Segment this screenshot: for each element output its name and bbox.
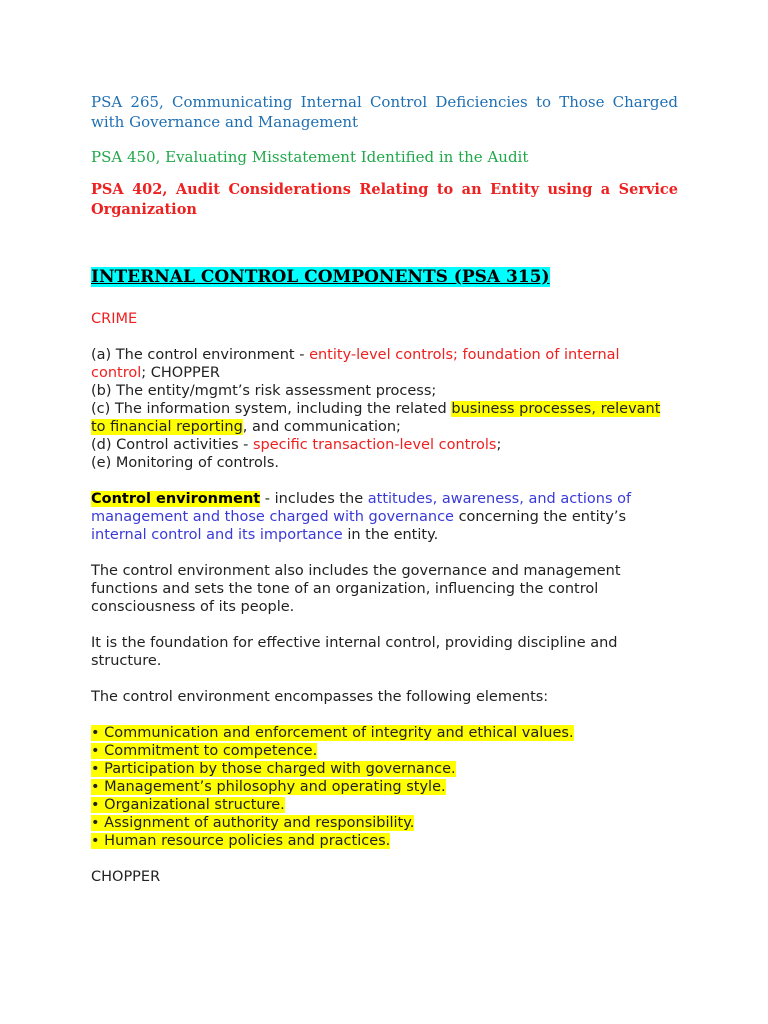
- list-item: [91, 724, 678, 742]
- mnemonic-chopper: CHOPPER: [91, 869, 161, 885]
- component-d: [91, 436, 678, 454]
- element-text: • Communication and enforcement of integrity and ethical values.: [91, 725, 574, 741]
- element-text: • Management’s philosophy and operating style.: [91, 779, 446, 795]
- component-a-label: (a) The control environment -: [91, 347, 310, 363]
- definition-part-a: - includes the: [260, 491, 368, 507]
- components-list: [91, 346, 678, 472]
- definition-emphasis-1: attitudes, awareness, and actions of management and those charged with governance: [91, 491, 632, 525]
- element-text: • Human resource policies and practices.: [91, 833, 391, 849]
- definition-part-b: concerning the entity’s: [453, 509, 627, 525]
- list-item: [91, 760, 678, 778]
- list-item: [91, 832, 678, 850]
- element-text: • Organizational structure.: [91, 797, 285, 813]
- mnemonic-crime: CRIME: [91, 311, 138, 327]
- elements-list: [91, 724, 678, 850]
- component-a-mnemonic: ; CHOPPER: [141, 365, 220, 381]
- definition-emphasis-2: internal control and its importance: [91, 527, 343, 543]
- component-c-label: (c) The information system, including the related: [91, 401, 452, 417]
- component-e: (e) Monitoring of controls.: [91, 455, 280, 471]
- standard-psa-450: PSA 450, Evaluating Misstatement Identified in the Audit: [91, 148, 529, 166]
- heading-text: INTERNAL CONTROL COMPONENTS (PSA 315): [91, 267, 550, 287]
- paragraph-governance: The control environment also includes the governance and management functions and sets the tone of an organization, influencing the control consciousness of its people.: [91, 563, 621, 615]
- component-c-suffix: , and communication;: [242, 419, 401, 435]
- list-item: [91, 742, 678, 760]
- standard-psa-265: PSA 265, Communicating Internal Control Deficiencies to Those Charged with Governance and Management: [91, 93, 678, 131]
- component-a: [91, 346, 678, 382]
- definition-part-c: in the entity.: [342, 527, 439, 543]
- component-b: (b) The entity/mgmt’s risk assessment process;: [91, 383, 437, 399]
- component-d-suffix: ;: [496, 437, 502, 453]
- component-a-note: entity-level controls; foundation of internal control: [91, 347, 620, 381]
- component-d-label: (d) Control activities -: [91, 437, 253, 453]
- list-item: [91, 796, 678, 814]
- paragraph-elements-intro: The control environment encompasses the following elements:: [91, 689, 549, 705]
- control-environment-term: Control environment: [91, 491, 261, 507]
- element-text: • Commitment to competence.: [91, 743, 318, 759]
- component-c: [91, 400, 678, 436]
- control-environment-definition: [91, 490, 678, 544]
- element-text: • Participation by those charged with governance.: [91, 761, 456, 777]
- section-heading: [91, 266, 678, 288]
- component-c-highlight: business processes, relevant to financial reporting: [91, 401, 661, 435]
- list-item: [91, 814, 678, 832]
- standard-psa-402: PSA 402, Audit Considerations Relating to an Entity using a Service Organization: [91, 181, 678, 218]
- paragraph-foundation: It is the foundation for effective internal control, providing discipline and structure.: [91, 635, 618, 669]
- element-text: • Assignment of authority and responsibility.: [91, 815, 415, 831]
- component-d-note: specific transaction-level controls: [252, 437, 497, 453]
- list-item: [91, 778, 678, 796]
